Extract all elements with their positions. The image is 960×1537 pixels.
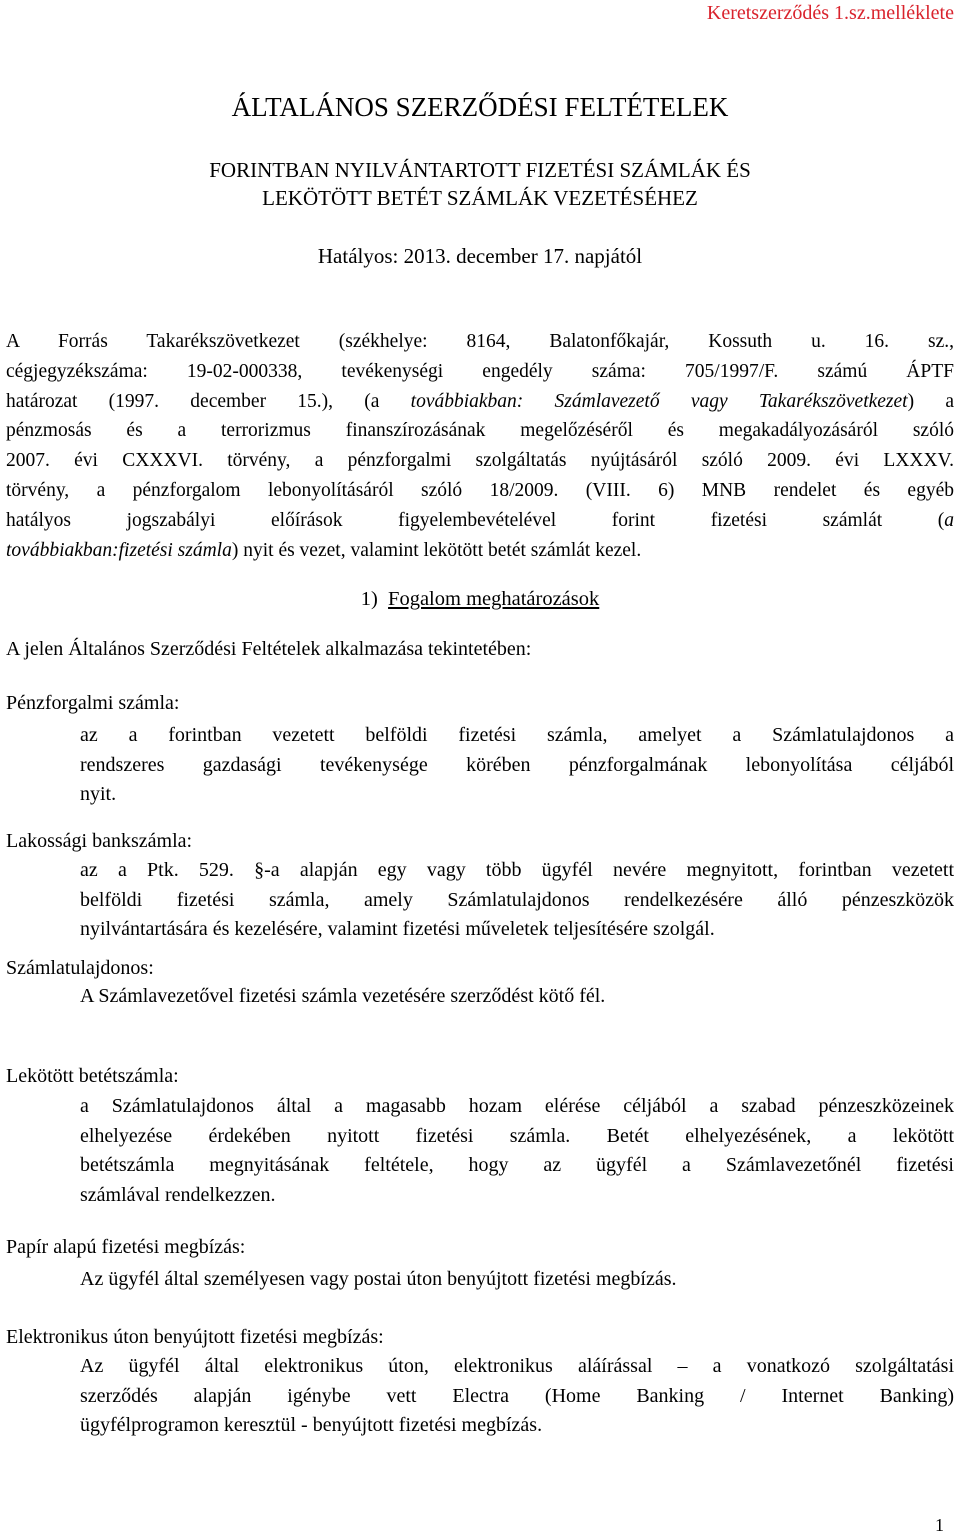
definition-line: szerződés alapján igénybe vett Electra (Home Banking / Internet Banking) [80, 1384, 954, 1407]
term-papir-alapu-megbizas: Papír alapú fizetési megbízás: [6, 1236, 246, 1258]
section-number: 1) [360, 588, 378, 610]
intro-line-4: pénzmosás és a terrorizmus finanszírozásának megelőzéséről és megakadályozásáról szóló [6, 420, 954, 442]
definition-papir-alapu-megbizas [80, 1265, 954, 1295]
intro-line-8b: ) nyit és vezet, valamint lekötött betét számlát kezel. [231, 539, 642, 561]
definition-line: betétszámla megnyitásának feltétele, hogy az ügyfél a Számlavezetőnél fizetési [80, 1154, 954, 1176]
definition-line: A Számlavezetővel fizetési számla vezetésére szerződést kötő fél. [80, 985, 606, 1007]
intro-line-8 [6, 536, 954, 566]
definition-lakossagi-bankszamla [80, 856, 954, 945]
definition-line: elhelyezése érdekében nyitott fizetési számla. Betét elhelyezésének, a lekötött [80, 1124, 954, 1147]
definition-szamlatulajdonos [80, 982, 954, 1012]
intro-line-7 [6, 506, 954, 536]
intro-line-8a: továbbiakban:fizetési számla [6, 539, 232, 561]
definition-elektronikus-megbizas [80, 1352, 954, 1441]
definition-line: az a forintban vezetett belföldi fizetési számla, amelyet a Számlatulajdonos a [80, 724, 954, 746]
effective-date: Hatályos: 2013. december 17. napjától [317, 244, 643, 268]
intro-line-7b: a [944, 509, 954, 531]
definition-line: rendszeres gazdasági tevékenysége körében pénzforgalmának lebonyolítása céljából [80, 753, 954, 776]
section-title: Fogalom meghatározások [388, 588, 600, 610]
definition-line: nyilvántartására és kezelésére, valamint fizetési műveletek teljesítésére szolgál. [80, 918, 715, 940]
definition-line: nyit. [80, 783, 117, 805]
term-elektronikus-megbizas: Elektronikus úton benyújtott fizetési megbízás: [6, 1326, 384, 1348]
definition-penzforgalmi-szamla [80, 721, 954, 810]
intro-line-6: törvény, a pénzforgalom lebonyolításáról szóló 18/2009. (VIII. 6) MNB rendelet és egyéb [6, 479, 954, 501]
definitions-lead: A jelen Általános Szerződési Feltételek alkalmazása tekintetében: [6, 638, 532, 660]
definition-line: a Számlatulajdonos által a magasabb hozam elérése céljából a szabad pénzeszközeinek [80, 1095, 954, 1117]
section-heading [0, 588, 960, 611]
definition-line: számlával rendelkezzen. [80, 1183, 276, 1206]
intro-italic-term: továbbiakban: Számlavezető vagy Takarékszövetkezet [410, 390, 908, 412]
intro-line-1: A Forrás Takarékszövetkezet (székhelye: 8164, Balatonfőkajár, Kossuth u. 16. sz., [6, 331, 954, 352]
subtitle-line-1: FORINTBAN NYILVÁNTARTOTT FIZETÉSI SZÁMLÁK ÉS [209, 158, 751, 182]
term-penzforgalmi-szamla: Pénzforgalmi számla: [6, 692, 180, 714]
document-subtitle [0, 156, 960, 212]
intro-line-2: cégjegyzékszáma: 19-02-000338, tevékenységi engedély száma: 705/1997/F. számú ÁPTF [6, 360, 954, 382]
intro-line-5: 2007. évi CXXXVI. törvény, a pénzforgalmi szolgáltatás nyújtásáról szóló 2009. évi LXXXV. [6, 450, 954, 472]
document-title: ÁLTALÁNOS SZERZŐDÉSI FELTÉTELEK [231, 92, 729, 122]
term-lekotott-betetszamla: Lekötött betétszámla: [6, 1065, 179, 1087]
definition-line: az a Ptk. 529. §-a alapján egy vagy több ügyfél nevére megnyitott, forintban vezetett [80, 859, 954, 881]
term-lakossagi-bankszamla: Lakossági bankszámla: [6, 830, 193, 852]
intro-line-3c: ) a [907, 390, 954, 412]
page-number: 1 [935, 1515, 944, 1535]
intro-paragraph [6, 327, 954, 565]
definition-lekotott-betetszamla [80, 1092, 954, 1210]
definition-line: ügyfélprogramon keresztül - benyújtott fizetési megbízás. [80, 1414, 543, 1436]
intro-line-3 [6, 387, 954, 417]
definition-line: belföldi fizetési számla, amely Számlatulajdonos rendelkezésére álló pénzeszközök [80, 888, 954, 911]
definition-line: Az ügyfél által elektronikus úton, elektronikus aláírással – a vonatkozó szolgáltatási [80, 1355, 954, 1377]
intro-line-3a: határozat (1997. december 15.), (a [6, 390, 411, 412]
term-szamlatulajdonos: Számlatulajdonos: [6, 957, 154, 979]
definition-line: Az ügyfél által személyesen vagy postai úton benyújtott fizetési megbízás. [80, 1268, 677, 1290]
subtitle-line-2: LEKÖTÖTT BETÉT SZÁMLÁK VEZETÉSÉHEZ [262, 186, 698, 210]
annex-label: Keretszerződés 1.sz.melléklete [706, 2, 954, 24]
intro-line-7a: hatályos jogszabályi előírások figyelembevételével forint fizetési számlát ( [6, 509, 945, 531]
